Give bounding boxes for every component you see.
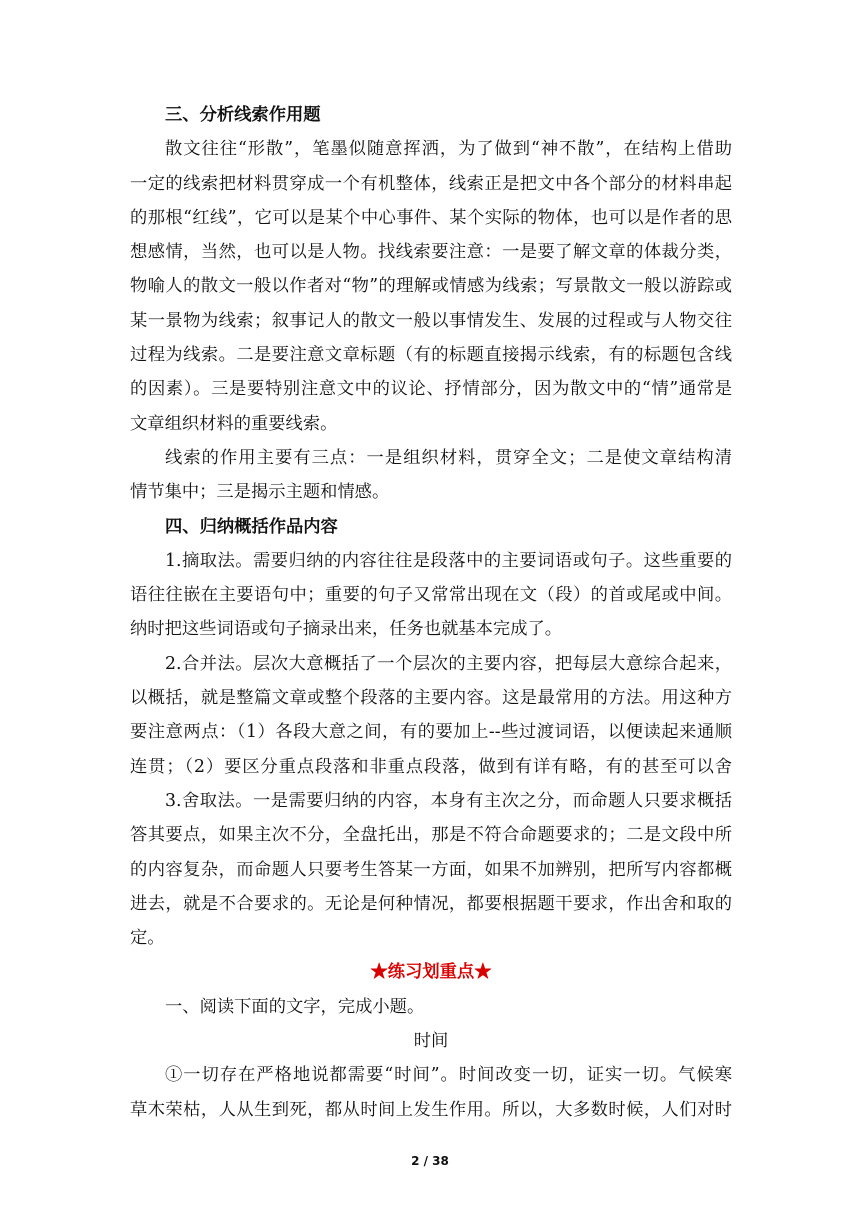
paragraph-line: 的因素）。三是要特别注意文中的议论、抒情部分，因为散文中的“情”通常是 [130,379,732,400]
article-title: 时间 [413,1031,449,1052]
paragraph-line: 文章组织材料的重要线索。 [130,413,338,434]
paragraph-line: 定。 [130,928,165,949]
document-body [130,98,732,1127]
paragraph-line: 纳时把这些词语或句子摘录出来，任务也就基本完成了。 [130,619,563,640]
practice-heading: ★练习划重点★ [370,962,492,983]
paragraph-line: 一定的线索把材料贯穿成一个有机整体，线索正是把文中各个部分的材料串起 [130,173,732,194]
paragraph-line: 某一景物为线索；叙事记人的散文一般以事情发生、发展的过程或与人物交往 [130,310,732,331]
paragraph-line: 进去，就是不合要求的。无论是何种情况，都要根据题干要求，作出舍和取的 [130,893,732,914]
paragraph-line: 物喻人的散文一般以作者对“物”的理解或情感为线索；写景散文一般以游踪或 [130,276,732,297]
paragraph-line: 答其要点，如果主次不分，全盘托出，那是不符合命题要求的；二是文段中所 [130,825,732,846]
paragraph-line: 要注意两点：（1）各段大意之间，有的要加上--些过渡词语，以便读起来通顺 [130,722,732,743]
paragraph-line: ①一切存在严格地说都需要“时间”。时间改变一切，证实一切。气候寒 [165,1065,732,1086]
paragraph-line: 连贯；（2）要区分重点段落和非重点段落，做到有详有略，有的甚至可以舍 [130,756,732,777]
section-heading-summary: 四、归纳概括作品内容 [165,516,338,537]
paragraph-line: 的内容复杂，而命题人只要考生答某一方面，如果不加辨别，把所写内容都概 [130,859,732,880]
paragraph-line: 草木荣枯，人从生到死，都从时间上发生作用。所以，大多数时候，人们对时 [130,1099,732,1120]
page-number: 2 / 38 [411,1154,449,1168]
paragraph-line: 2.合并法。层次大意概括了一个层次的主要内容，把每层大意综合起来， [165,653,732,674]
paragraph-line: 过程为线索。二是要注意文章标题（有的标题直接揭示线索，有的标题包含线 [130,345,732,366]
paragraph-line: 1.摘取法。需要归纳的内容往往是段落中的主要词语或句子。这些重要的 [165,550,732,571]
paragraph-line: 想感情，当然，也可以是人物。找线索要注意：一是要了解文章的体裁分类， [130,242,732,263]
paragraph-line: 以概括，就是整篇文章或整个段落的主要内容。这是最常用的方法。用这种方 [130,688,732,709]
section-heading-clue: 三、分析线索作用题 [165,105,321,125]
paragraph-line: 的那根“红线”，它可以是某个中心事件、某个实际的物体，也可以是作者的思 [130,207,732,228]
paragraph-line: 情节集中；三是揭示主题和情感。 [130,482,390,503]
paragraph-line: 散文往往“形散”，笔墨似随意挥洒，为了做到“神不散”，在结构上借助 [165,139,732,160]
paragraph-line: 线索的作用主要有三点：一是组织材料，贯穿全文；二是使文章结构清 [165,447,732,468]
paragraph-line: 3.舍取法。一是需要归纳的内容，本身有主次之分，而命题人只要求概括 [165,790,732,811]
question-instruction: 一、阅读下面的文字，完成小题。 [165,996,425,1017]
paragraph-line: 语往往嵌在主要语句中；重要的句子又常常出现在文（段）的首或尾或中间。 [130,585,732,606]
